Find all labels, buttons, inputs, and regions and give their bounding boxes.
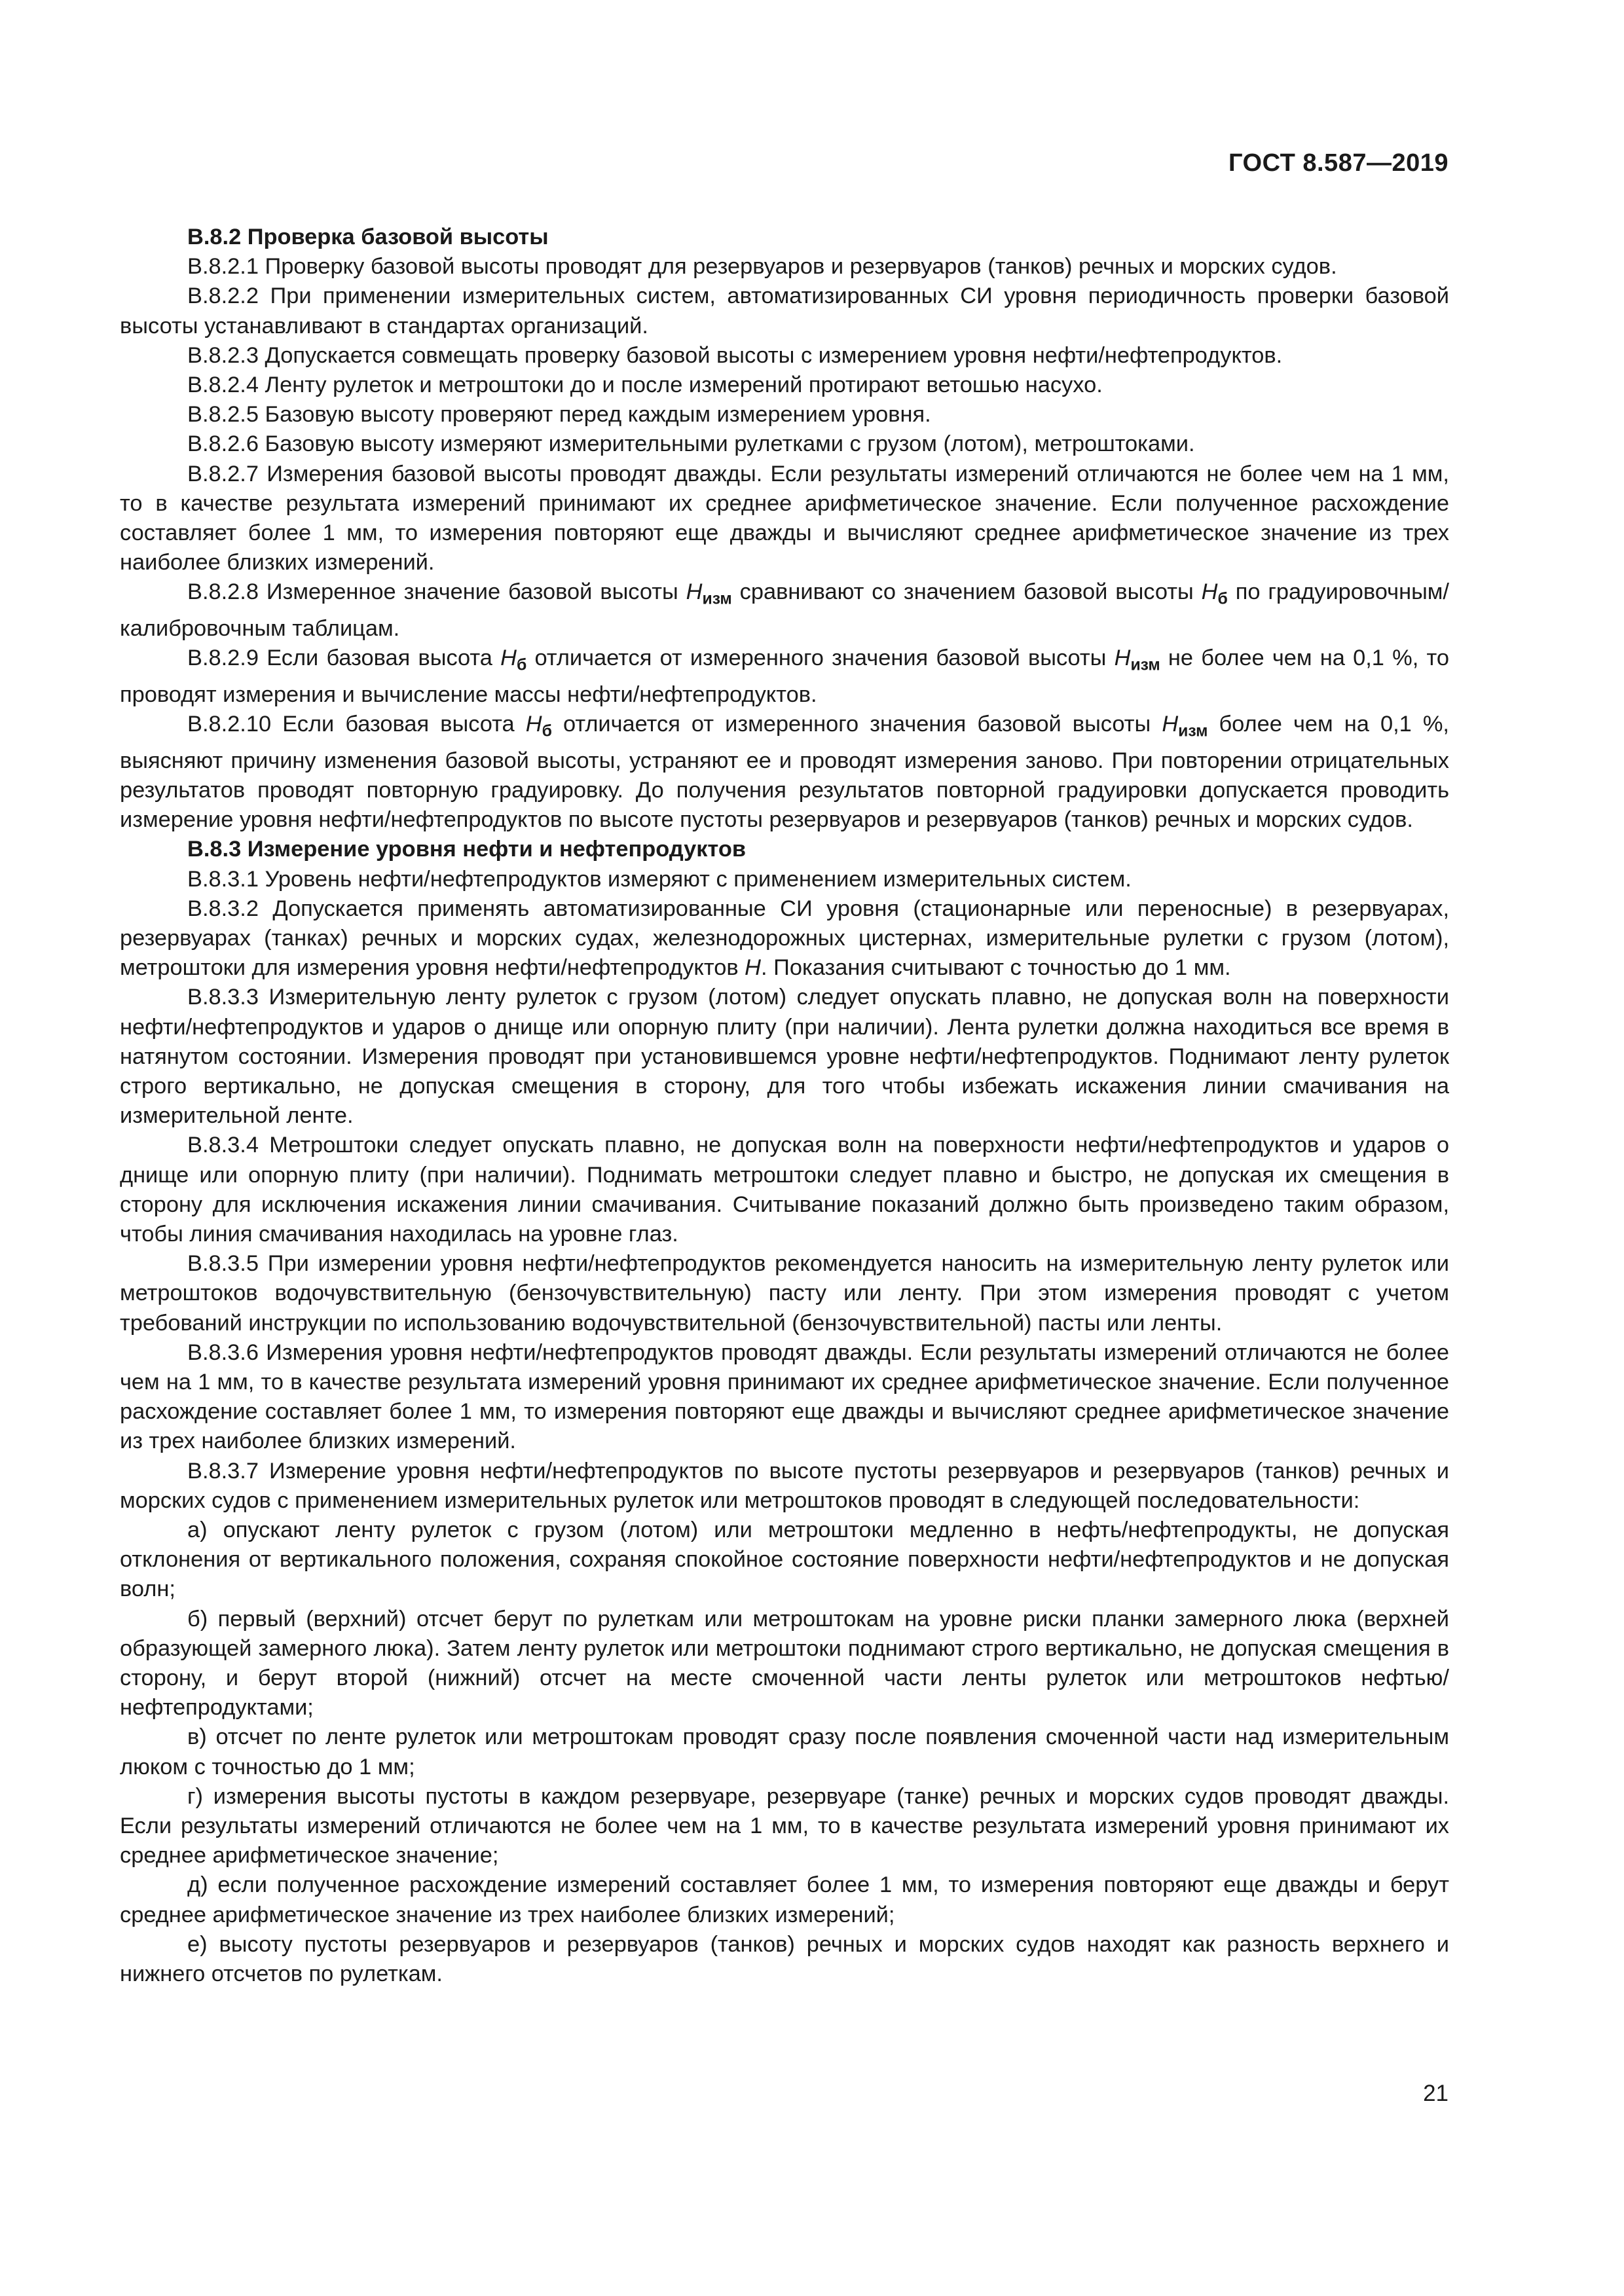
paragraph-with-symbols <box>120 710 1449 835</box>
symbol-h: H <box>500 646 517 671</box>
paragraph: В.8.3.6 Измерения уровня нефти/нефтепродуктов проводят дважды. Если результаты измерений отличаются не более чем на 1 мм, то в качестве результата измерений уровня принимают их среднее арифметическое значение. Если полученное расхождение составляет более 1 мм, то измерения повторяют еще дважды и вычисляют среднее арифметическое значение из трех наиболее близких измерений. <box>120 1339 1449 1454</box>
paragraph: В.8.2.5 Базовую высоту проверяют перед каждым измерением уровня. <box>187 402 931 428</box>
paragraph: В.8.2.7 Измерения базовой высоты проводят дважды. Если результаты измерений отличаются не более чем на 1 мм, то в качестве результата измерений принимают их среднее арифметическое значение. Если полученное расхождение составляет более 1 мм, то измерения повторяют еще дважды и вычисляют среднее арифметическое значение из трех наиболее близких измерений. <box>120 461 1449 575</box>
paragraph: В.8.2.6 Базовую высоту измеряют измерительными рулетками с грузом (лотом), метроштоками. <box>187 431 1195 457</box>
symbol-subscript: б <box>1217 590 1228 608</box>
symbol-h: H <box>745 955 762 981</box>
text-run: отличается от измеренного значения базовой высоты <box>551 712 1162 737</box>
text-run: . Показания считывают с точностью до 1 мм. <box>761 955 1231 981</box>
symbol-subscript: изм <box>1130 656 1160 674</box>
section-heading: В.8.2 Проверка базовой высоты <box>187 225 549 249</box>
symbol-subscript: изм <box>702 590 732 608</box>
text-run: не более чем на 0,1 %, то проводят измерения и вычисление массы нефти/нефтепродуктов. <box>120 646 1449 707</box>
list-item: д) если полученное расхождение измерений составляет более 1 мм, то измерения повторяют еще дважды и берут среднее арифметическое значение из трех наиболее близких измерений; <box>120 1872 1449 1927</box>
paragraph: В.8.3.7 Измерение уровня нефти/нефтепродуктов по высоте пустоты резервуаров и резервуаров (танков) речных и морских судов с применением измерительных рулеток или метроштоков проводят в следующей последовательности: <box>120 1458 1449 1513</box>
list-item: а) опускают ленту рулеток с грузом (лотом) или метроштоки медленно в нефть/нефтепродукты, не допуская отклонения от вертикального положения, сохраняя спокойное состояние поверхности нефти/нефтепродуктов и не допуская волн; <box>120 1518 1449 1602</box>
text-run: В.8.2.10 Если базовая высота <box>187 712 526 737</box>
paragraph: В.8.2.2 При применении измерительных систем, автоматизированных СИ уровня периодичность проверки базовой высоты устанавливают в стандартах организаций. <box>120 283 1449 338</box>
paragraph: В.8.2.4 Ленту рулеток и метроштоки до и после измерений протирают ветошью насухо. <box>187 373 1103 398</box>
page-number: 21 <box>1423 2081 1449 2106</box>
list-item: б) первый (верхний) отсчет берут по рулеткам или метроштокам на уровне риски планки замерного люка (верхней образующей замерного люка). Затем ленту рулеток или метроштоки поднимают строго вертикально, не допуская смещения в сторону, и берут второй (нижний) отсчет на месте смоченной части ленты рулеток или метроштоков нефтью/нефтепродуктами; <box>120 1606 1449 1721</box>
text-run: В.8.2.9 Если базовая высота <box>187 646 501 671</box>
paragraph: В.8.2.3 Допускается совмещать проверку базовой высоты с измерением уровня нефти/нефтепродуктов. <box>187 342 1283 368</box>
text-run: сравнивают со значением базовой высоты <box>731 579 1202 605</box>
list-item: е) высоту пустоты резервуаров и резервуаров (танков) речных и морских судов находят как разность верхнего и нижнего отсчетов по рулеткам. <box>120 1931 1449 1987</box>
document-body <box>120 223 1449 1989</box>
paragraph: В.8.3.3 Измерительную ленту рулеток с грузом (лотом) следует опускать плавно, не допуская волн на поверхности нефти/нефтепродуктов и ударов о днище или опорную плиту (при наличии). Лента рулетки должна находиться все время в натянутом состоянии. Измерения проводят при установившемся уровне нефти/нефтепродуктов. Поднимают ленту рулеток строго вертикально, не допуская смещения в сторону, для того чтобы избежать искажения линии смачивания на измерительной ленте. <box>120 985 1449 1129</box>
symbol-h: H <box>1162 712 1179 737</box>
paragraph: В.8.2.1 Проверку базовой высоты проводят для резервуаров и резервуаров (танков) речных и морских судов. <box>187 254 1337 280</box>
paragraph: В.8.3.5 При измерении уровня нефти/нефтепродуктов рекомендуется наносить на измерительную ленту рулеток или метроштоков водочувствительную (бензочувствительную) пасту или ленту. При этом измерения проводят с учетом требований инструкции по использованию водочувствительной (бензочувствительной) пасты или ленты. <box>120 1251 1449 1336</box>
symbol-subscript: б <box>542 722 552 740</box>
symbol-h: H <box>1114 646 1131 671</box>
text-run: отличается от измеренного значения базовой высоты <box>526 646 1115 671</box>
text-run: по градуировочным/калибровочным таблицам. <box>120 579 1449 642</box>
symbol-subscript: изм <box>1178 722 1208 740</box>
symbol-h: H <box>525 712 542 737</box>
list-item: в) отсчет по ленте рулеток или метроштокам проводят сразу после появления смоченной части над измерительным люком с точностью до 1 мм; <box>120 1724 1449 1779</box>
paragraph-with-symbols <box>120 644 1449 710</box>
section-heading: В.8.3 Измерение уровня нефти и нефтепродуктов <box>187 837 746 862</box>
text-run: более чем на 0,1 %, выясняют причину изменения базовой высоты, устраняют ее и проводят измерения заново. При повторении отрицательных результатов проводят повторную градуировку. До получения результатов повторной градуировки допускается проводить измерение уровня нефти/нефтепродуктов по высоте пустоты резервуаров и резервуаров (танков) речных и морских судов. <box>120 712 1449 833</box>
paragraph: В.8.3.1 Уровень нефти/нефтепродуктов измеряют с применением измерительных систем. <box>187 866 1132 892</box>
text-run: В.8.2.8 Измеренное значение базовой высоты <box>187 579 686 605</box>
paragraph: В.8.3.4 Метроштоки следует опускать плавно, не допуская волн на поверхности нефти/нефтепродуктов и ударов о днище или опорную плиту (при наличии). Поднимать метроштоки следует плавно и быстро, не допуская их смещения в сторону для исключения искажения линии смачивания. Считывание показаний должно быть произведено таким образом, чтобы линия смачивания находилась на уровне глаз. <box>120 1133 1449 1247</box>
symbol-h: H <box>1201 579 1218 605</box>
standard-designation: ГОСТ 8.587—2019 <box>1228 149 1449 177</box>
list-item: г) измерения высоты пустоты в каждом резервуаре, резервуаре (танке) речных и морских судов проводят дважды. Если результаты измерений отличаются не более чем на 1 мм, то в качестве результата измерений уровня принимают их среднее арифметическое значение; <box>120 1783 1449 1868</box>
symbol-subscript: б <box>516 656 527 674</box>
text-run: В.8.3.2 Допускается применять автоматизированные СИ уровня (стационарные или переносные) в резервуарах, резервуарах (танках) речных и морских судах, железнодорожных цистернах, измерительные рулетки с грузом (лотом), метроштоки для измерения уровня нефти/нефтепродуктов <box>120 896 1449 981</box>
paragraph-with-symbols <box>120 894 1449 983</box>
symbol-h: H <box>686 579 703 605</box>
paragraph-with-symbols <box>120 577 1449 644</box>
